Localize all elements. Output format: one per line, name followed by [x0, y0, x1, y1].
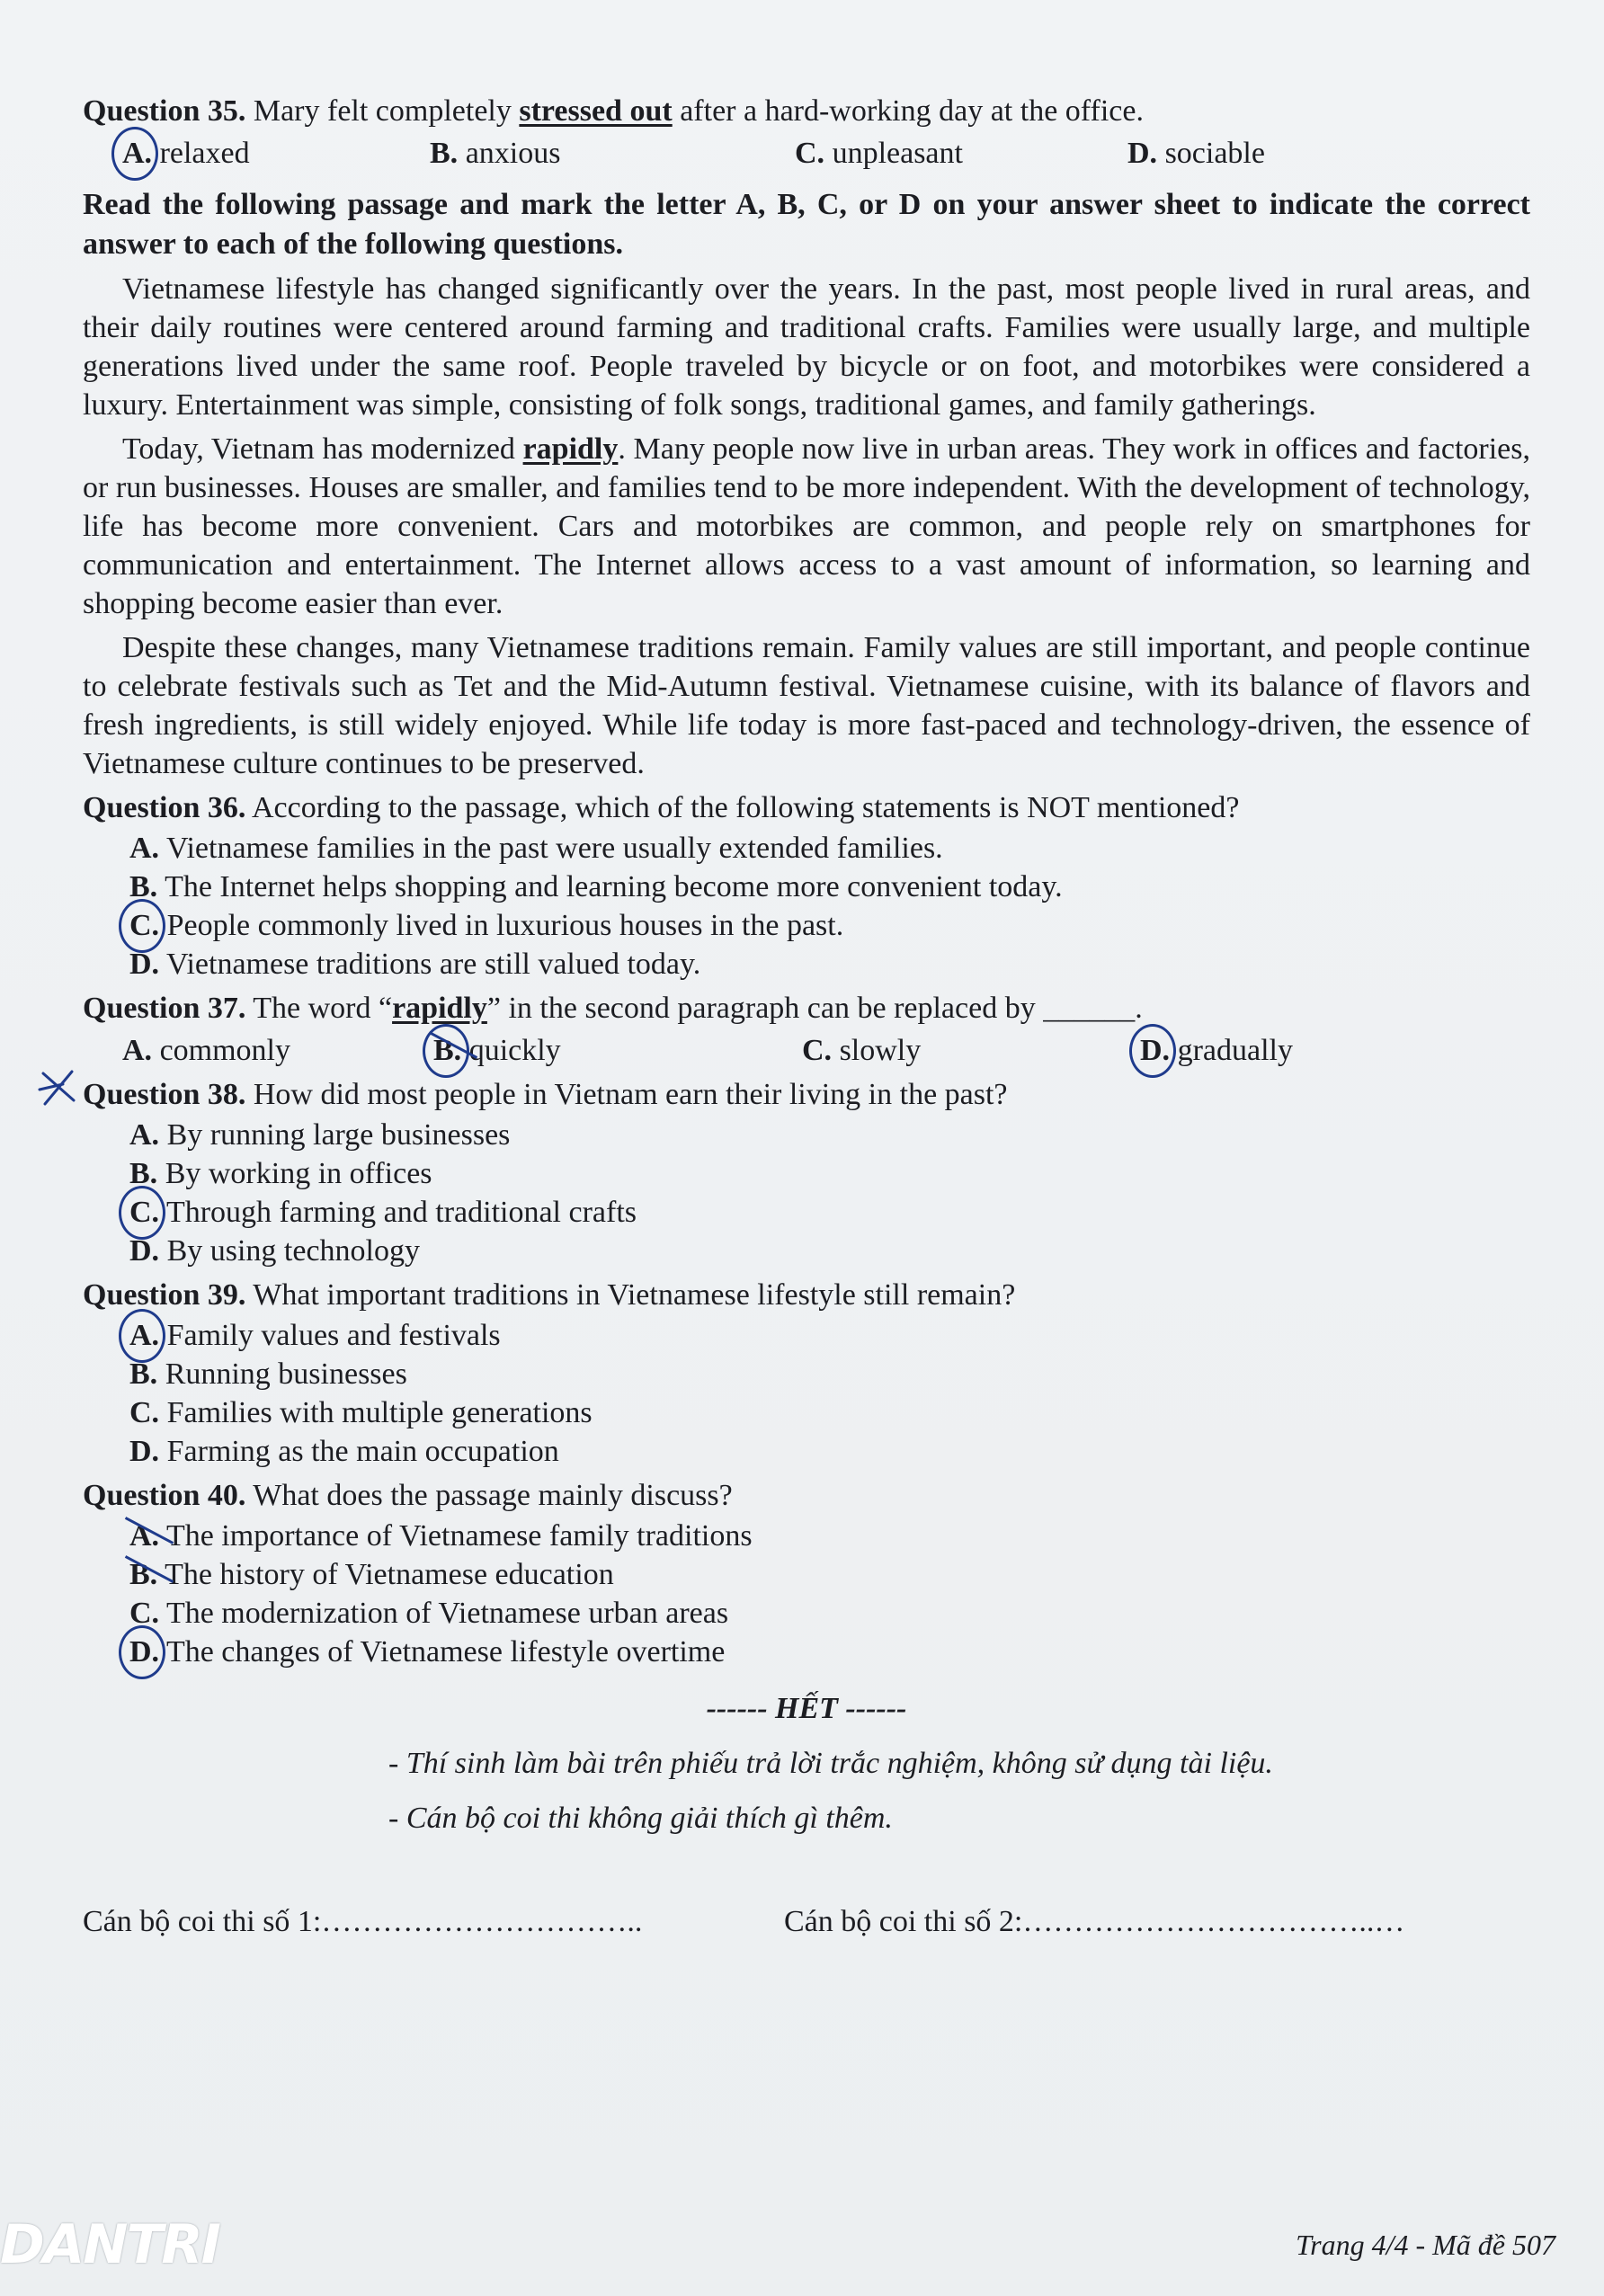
option-a[interactable] — [129, 1116, 1530, 1154]
question-39-options — [129, 1316, 1530, 1471]
option-a[interactable] — [129, 1517, 1530, 1555]
question-40-options — [129, 1517, 1530, 1671]
option-letter: B. — [129, 1157, 158, 1190]
passage-p2-post: . Many people now live in urban areas. They work in offices and factories, or run businesses. Houses are smaller, and families tend to be more independent. With the development of technology, life has become more convenient. Cars and motorbikes are common, and people rely on smartphones for communication and entertainment. The Internet allows access to a vast amount of information, so learning and shopping become easier than ever. — [83, 432, 1530, 620]
option-letter: B. — [129, 1555, 157, 1594]
question-39-text: What important traditions in Vietnamese lifestyle still remain? — [245, 1278, 1016, 1312]
question-37 — [83, 989, 1530, 1028]
option-text: Farming as the main occupation — [159, 1435, 559, 1468]
passage-paragraph-3: Despite these changes, many Vietnamese traditions remain. Family values are still important, and people continue to celebrate festivals such as Tet and the Mid-Autumn festival. Vietnamese cuisine, with its balance of flavors and fresh ingredients, is still widely enjoyed. While life today is more fast-paced and technology-driven, the essence of Vietnamese culture continues to be preserved. — [83, 631, 1530, 780]
option-b[interactable] — [129, 1355, 1530, 1393]
option-letter: A. — [122, 1034, 153, 1067]
option-letter: D. — [129, 1234, 160, 1268]
option-letter: B. — [433, 1031, 461, 1070]
option-b[interactable] — [129, 1555, 1530, 1594]
option-text: People commonly lived in luxurious houses in the past. — [159, 909, 844, 942]
option-text: The importance of Vietnamese family traditions — [159, 1519, 753, 1553]
option-text: The modernization of Vietnamese urban areas — [159, 1597, 729, 1630]
option-d[interactable] — [129, 1232, 1530, 1270]
option-d[interactable] — [1127, 134, 1265, 173]
option-b[interactable] — [129, 868, 1530, 906]
end-mark: ------ HẾT ------ — [706, 1692, 907, 1725]
question-37-text-post: ” in the second paragraph can be replaced by ______. — [486, 992, 1143, 1025]
option-text: relaxed — [152, 137, 250, 170]
question-39 — [83, 1276, 1530, 1314]
option-c[interactable] — [129, 906, 1530, 945]
option-a[interactable] — [129, 1316, 1530, 1355]
option-letter: B. — [129, 1357, 158, 1391]
option-text: slowly — [832, 1034, 922, 1067]
question-37-text-pre: The word “ — [245, 992, 393, 1025]
question-38-text: How did most people in Vietnam earn their living in the past? — [245, 1078, 1008, 1111]
option-letter: D. — [1127, 137, 1158, 170]
question-35-underlined: stressed out — [519, 94, 673, 128]
passage-paragraph-1: Vietnamese lifestyle has changed significantly over the years. In the past, most people lived in rural areas, and their daily routines were centered around farming and traditional crafts. Families were usually large, and multiple generations lived under the same roof. People traveled by bicycle or on foot, and motorbikes were considered a luxury. Entertainment was simple, consisting of folk songs, traditional games, and family gatherings. — [83, 272, 1530, 422]
option-c[interactable] — [129, 1393, 1530, 1432]
option-d[interactable] — [1140, 1031, 1293, 1070]
question-35-text-post: after a hard-working day at the office. — [672, 94, 1144, 128]
option-letter: C. — [129, 906, 159, 945]
option-text: Vietnamese families in the past were usually extended families. — [159, 832, 943, 865]
question-37-number: Question 37. — [83, 992, 246, 1025]
option-letter: C. — [129, 1597, 160, 1630]
question-37-options — [122, 1031, 1530, 1070]
option-c[interactable] — [129, 1193, 1530, 1232]
option-text: commonly — [152, 1034, 290, 1067]
option-text: Vietnamese traditions are still valued today. — [159, 948, 701, 981]
option-letter: A. — [122, 134, 152, 173]
option-letter: D. — [129, 1633, 159, 1671]
question-36-text: According to the passage, which of the following statements is NOT mentioned? — [245, 791, 1240, 824]
question-35-number: Question 35. — [83, 94, 246, 128]
option-letter: A. — [129, 832, 160, 865]
option-letter: C. — [802, 1034, 833, 1067]
option-letter: A. — [129, 1517, 159, 1555]
option-text: By using technology — [159, 1234, 420, 1268]
option-a[interactable] — [122, 134, 430, 173]
option-a[interactable] — [122, 1031, 433, 1070]
option-letter: C. — [795, 137, 825, 170]
option-letter: B. — [129, 870, 158, 903]
question-40-number: Question 40. — [83, 1479, 246, 1512]
question-38-number: Question 38. — [83, 1078, 246, 1111]
question-35 — [83, 92, 1530, 130]
exam-content — [83, 86, 1530, 1941]
option-c[interactable] — [802, 1031, 1140, 1070]
option-letter: D. — [1140, 1031, 1170, 1070]
page-footer: Trang 4/4 - Mã đề 507 — [1296, 2229, 1555, 2261]
option-text: quickly — [461, 1034, 561, 1067]
option-b[interactable] — [129, 1154, 1530, 1193]
option-text: Running businesses — [157, 1357, 407, 1391]
option-text: Family values and festivals — [159, 1319, 501, 1352]
option-c[interactable] — [129, 1594, 1530, 1633]
question-36-options — [129, 829, 1530, 983]
option-text: By working in offices — [157, 1157, 432, 1190]
question-40 — [83, 1476, 1530, 1515]
invigilator-1-signature-line: Cán bộ coi thi số 1:………………………….. — [83, 1905, 643, 1938]
option-a[interactable] — [129, 829, 1530, 868]
option-text: gradually — [1170, 1034, 1293, 1067]
option-c[interactable] — [795, 134, 1127, 173]
option-d[interactable] — [129, 1432, 1530, 1471]
option-text: Through farming and traditional crafts — [159, 1196, 637, 1229]
option-text: sociable — [1157, 137, 1265, 170]
question-35-text-pre: Mary felt completely — [245, 94, 520, 128]
question-36-number: Question 36. — [83, 791, 246, 824]
option-text: unpleasant — [824, 137, 963, 170]
option-b[interactable] — [433, 1031, 802, 1070]
option-letter: D. — [129, 1435, 160, 1468]
option-text: By running large businesses — [159, 1118, 511, 1152]
dantri-logo: DANTRI — [0, 2213, 219, 2276]
option-d[interactable] — [129, 945, 1530, 983]
option-b[interactable] — [430, 134, 795, 173]
option-letter: A. — [129, 1316, 159, 1355]
option-d[interactable] — [129, 1633, 1530, 1671]
option-text: anxious — [458, 137, 561, 170]
question-35-options — [122, 134, 1530, 173]
question-38 — [83, 1075, 1530, 1114]
invigilator-signatures — [83, 1902, 1530, 1941]
question-38-options — [129, 1116, 1530, 1270]
option-text: The changes of Vietnamese lifestyle overtime — [159, 1635, 726, 1669]
reading-instruction: Read the following passage and mark the letter A, B, C, or D on your answer sheet to indicate the correct answer to each of the following questions. — [83, 188, 1530, 261]
handwritten-x-mark-icon — [36, 1064, 81, 1109]
option-text: Families with multiple generations — [159, 1396, 593, 1429]
option-letter: C. — [129, 1193, 159, 1232]
exam-note-2: - Cán bộ coi thi không giải thích gì thêm. — [388, 1802, 893, 1835]
option-letter: B. — [430, 137, 459, 170]
exam-note-1: - Thí sinh làm bài trên phiếu trả lời trắc nghiệm, không sử dụng tài liệu. — [388, 1747, 1273, 1780]
option-text: The history of Vietnamese education — [157, 1558, 614, 1591]
question-40-text: What does the passage mainly discuss? — [245, 1479, 733, 1512]
question-36 — [83, 788, 1530, 827]
option-letter: D. — [129, 948, 160, 981]
option-letter: A. — [129, 1118, 160, 1152]
question-37-keyword: rapidly — [392, 992, 487, 1025]
option-text: The Internet helps shopping and learning become more convenient today. — [157, 870, 1063, 903]
passage-p2-keyword: rapidly — [522, 432, 619, 466]
question-39-number: Question 39. — [83, 1278, 246, 1312]
invigilator-2-signature-line: Cán bộ coi thi số 2:……………………………..… — [784, 1905, 1405, 1938]
passage-paragraph-2 — [83, 430, 1530, 623]
passage-p2-pre: Today, Vietnam has modernized — [122, 432, 523, 466]
option-letter: C. — [129, 1396, 160, 1429]
